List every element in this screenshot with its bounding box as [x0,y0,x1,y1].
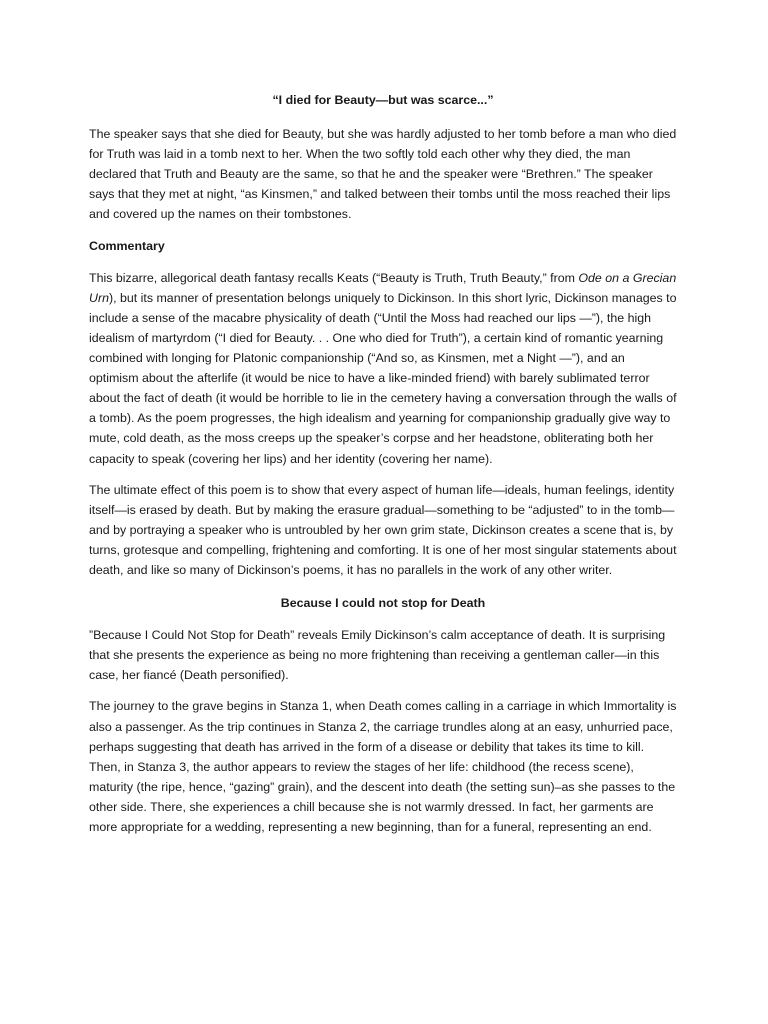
commentary-text-after-title: ), but its manner of presentation belongs uniquely to Dickinson. In this short lyric, Dickinson manages to include a sense of the macabre physicality of death (“Until the Moss had reached our lips —”), the high idealism of martyrdom (“I died for Beauty. . . One who died for Truth”), a certain kind of romantic yearning combined with longing for Platonic companionship (“And so, as Kinsmen, met a Night —”), and an optimism about the afterlife (it would be nice to have a like-minded friend) with barely sublimated terror about the fact of death (it would be horrible to lie in the cemetery having a conversation through the walls of a tomb). As the poem progresses, the high idealism and yearning for companionship gradually give way to mute, cold death, as the moss creeps up the speaker’s corpse and her headstone, obliterating both her capacity to speak (covering her lips) and her identity (covering her name). [89,290,677,466]
commentary-paragraph-1 [89,268,677,469]
section2-paragraph-1: ”Because I Could Not Stop for Death” reveals Emily Dickinson’s calm acceptance of death. It is surprising that she presents the experience as being no more frightening than receiving a gentleman caller—in this case, her fiancé (Death personified). [89,628,666,683]
summary-paragraph: The speaker says that she died for Beauty, but she was hardly adjusted to her tomb before a man who died for Truth was laid in a tomb next to her. When the two softly told each other why they died, the man declared that Truth and Beauty are the same, so that he and the speaker were “Brethren.” The speaker says that they met at night, “as Kinsmen,” and talked between their tombs until the moss reached their lips and covered up the names on their tombstones. [89,127,677,222]
commentary-text-before-title: This bizarre, allegorical death fantasy recalls Keats (“Beauty is Truth, Truth Beauty,” from [89,270,579,285]
section2-paragraph-2: The journey to the grave begins in Stanza 1, when Death comes calling in a carriage in which Immortality is also a passenger. As the trip continues in Stanza 2, the carriage trundles along at an easy, unhurried pace, perhaps suggesting that death has arrived in the form of a disease or debility that takes its time to kill. Then, in Stanza 3, the author appears to review the stages of her life: childhood (the recess scene), maturity (the ripe, hence, “gazing” grain), and the descent into death (the setting sun)–as she passes to the other side. There, she experiences a chill because she is not warmly dressed. In fact, her garments are more appropriate for a wedding, representing a new beginning, than for a funeral, representing an end. [89,699,677,834]
section-title-i-died-for-beauty: “I died for Beauty—but was scarce...” [272,93,494,107]
document-page [89,90,677,848]
section-title-because-i-could-not-stop: Because I could not stop for Death [280,596,486,611]
commentary-heading: Commentary [89,238,165,253]
commentary-paragraph-2: The ultimate effect of this poem is to show that every aspect of human life—ideals, human feelings, identity itself—is erased by death. But by making the erasure gradual—something to be “adjusted” to in the tomb—and by portraying a speaker who is untroubled by her own grim state, Dickinson creates a scene that is, by turns, grotesque and compelling, frightening and comforting. It is one of her most singular statements about death, and like so many of Dickinson’s poems, it has no parallels in the work of any other writer. [89,482,677,577]
poem-title-italic: Ode on a Grecian Urn [89,270,677,305]
